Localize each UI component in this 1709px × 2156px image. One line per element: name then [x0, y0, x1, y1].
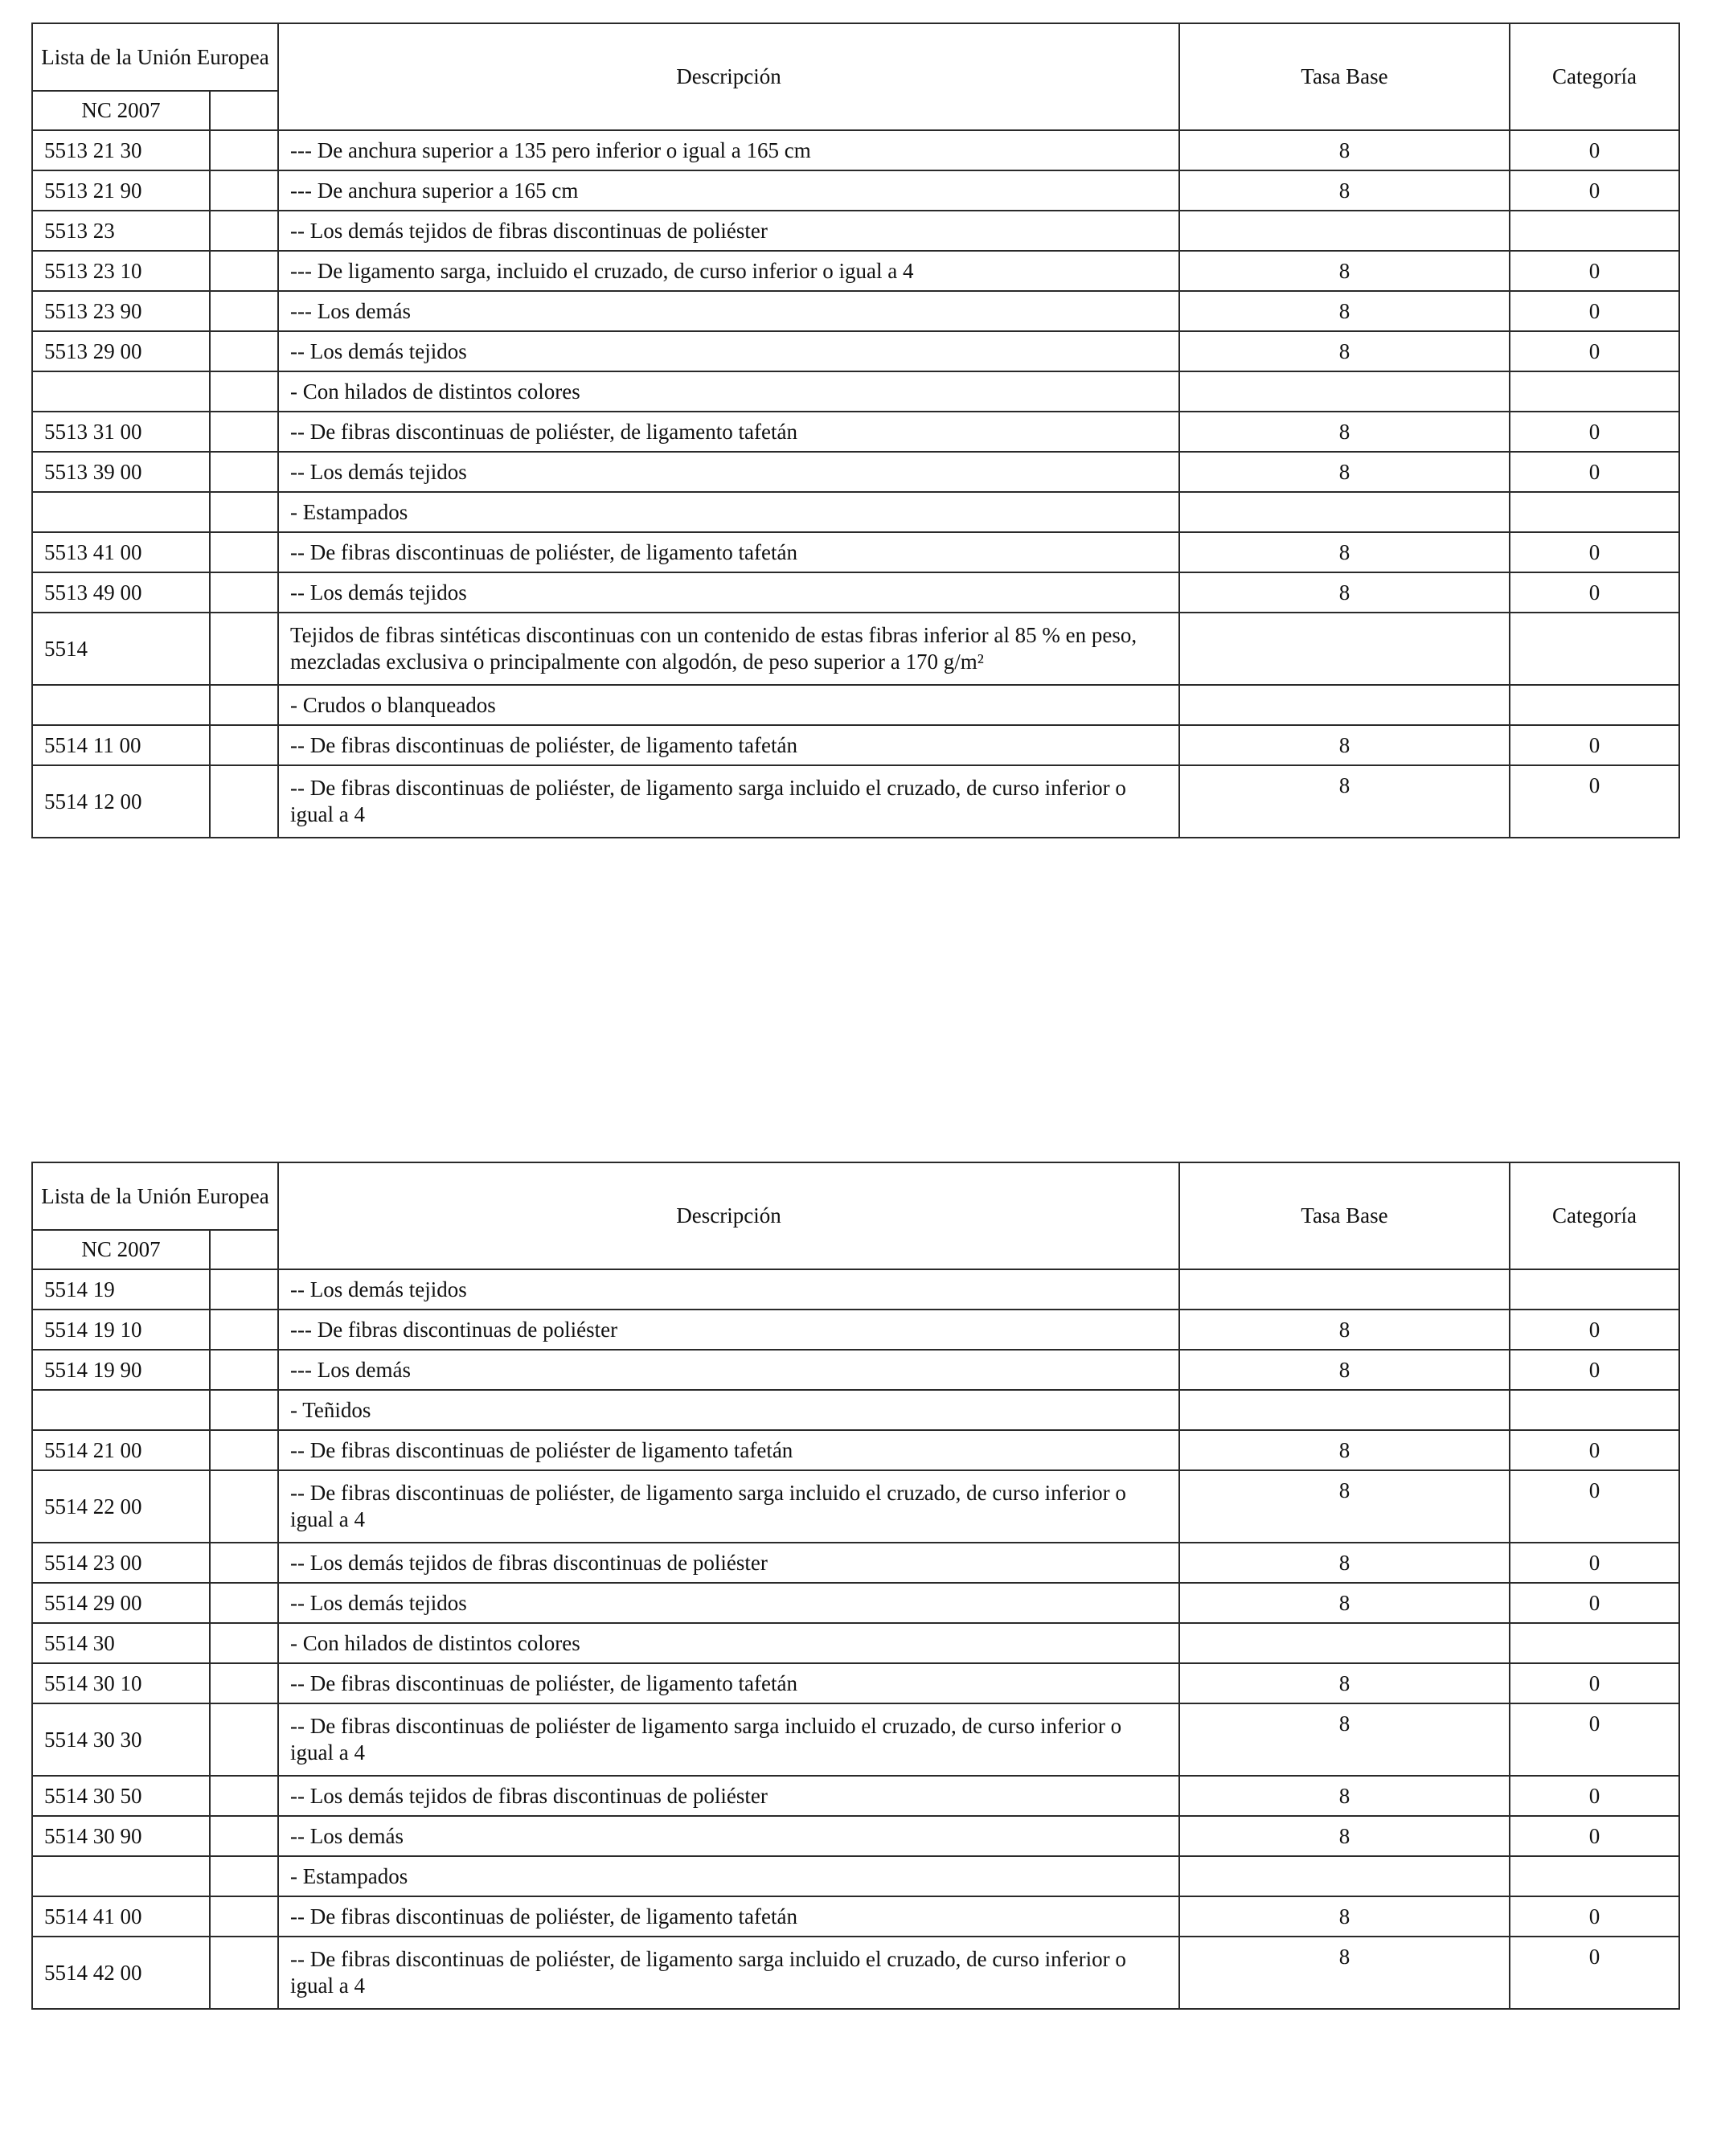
code-cell: 5514 42 00 — [32, 1937, 210, 2009]
category-cell: 0 — [1510, 452, 1679, 492]
header-nc: NC 2007 — [32, 91, 210, 130]
blank-cell — [210, 211, 278, 251]
code-cell: 5514 30 90 — [32, 1816, 210, 1856]
blank-cell — [210, 251, 278, 291]
blank-cell — [210, 291, 278, 331]
table-row — [32, 1543, 1679, 1583]
category-cell: 0 — [1510, 251, 1679, 291]
description-cell: -- Los demás — [278, 1816, 1179, 1856]
base-rate-cell: 8 — [1179, 572, 1510, 613]
blank-cell — [210, 685, 278, 725]
table-body — [32, 130, 1679, 838]
code-cell — [32, 1856, 210, 1896]
blank-cell — [210, 1583, 278, 1623]
table-row — [32, 1663, 1679, 1703]
category-cell — [1510, 211, 1679, 251]
description-cell: - Estampados — [278, 1856, 1179, 1896]
blank-cell — [210, 170, 278, 211]
blank-cell — [210, 1470, 278, 1543]
code-cell — [32, 492, 210, 532]
base-rate-cell — [1179, 371, 1510, 412]
table-row — [32, 532, 1679, 572]
blank-cell — [210, 1390, 278, 1430]
code-cell: 5514 11 00 — [32, 725, 210, 765]
header-category: Categoría — [1510, 1162, 1679, 1269]
description-cell: -- De fibras discontinuas de poliéster de ligamento tafetán — [278, 1430, 1179, 1470]
description-cell: -- De fibras discontinuas de poliéster, de ligamento tafetán — [278, 412, 1179, 452]
category-cell — [1510, 492, 1679, 532]
base-rate-cell: 8 — [1179, 725, 1510, 765]
category-cell: 0 — [1510, 130, 1679, 170]
description-cell: -- De fibras discontinuas de poliéster, de ligamento sarga incluido el cruzado, de curso inferior o igual a 4 — [278, 1470, 1179, 1543]
base-rate-cell — [1179, 1390, 1510, 1430]
category-cell: 0 — [1510, 170, 1679, 211]
table-row — [32, 371, 1679, 412]
blank-cell — [210, 1937, 278, 2009]
description-cell: -- De fibras discontinuas de poliéster, de ligamento sarga incluido el cruzado, de curso inferior o igual a 4 — [278, 765, 1179, 838]
base-rate-cell: 8 — [1179, 1663, 1510, 1703]
description-cell: - Con hilados de distintos colores — [278, 371, 1179, 412]
code-cell: 5513 41 00 — [32, 532, 210, 572]
table-row — [32, 412, 1679, 452]
header-nc-blank — [210, 1230, 278, 1269]
code-cell: 5514 22 00 — [32, 1470, 210, 1543]
description-cell: -- Los demás tejidos de fibras discontinuas de poliéster — [278, 211, 1179, 251]
code-cell: 5514 23 00 — [32, 1543, 210, 1583]
header-description: Descripción — [278, 23, 1179, 130]
category-cell: 0 — [1510, 1310, 1679, 1350]
base-rate-cell: 8 — [1179, 130, 1510, 170]
base-rate-cell — [1179, 1269, 1510, 1310]
table-row — [32, 1350, 1679, 1390]
tariff-table — [31, 1162, 1680, 2010]
base-rate-cell: 8 — [1179, 1896, 1510, 1937]
blank-cell — [210, 1856, 278, 1896]
description-cell: -- De fibras discontinuas de poliéster, de ligamento tafetán — [278, 1896, 1179, 1937]
code-cell: 5514 29 00 — [32, 1583, 210, 1623]
description-cell: -- Los demás tejidos de fibras discontinuas de poliéster — [278, 1543, 1179, 1583]
blank-cell — [210, 613, 278, 685]
table-row — [32, 1430, 1679, 1470]
description-cell: -- Los demás tejidos — [278, 1269, 1179, 1310]
code-cell — [32, 371, 210, 412]
category-cell — [1510, 1623, 1679, 1663]
category-cell: 0 — [1510, 1350, 1679, 1390]
table-row — [32, 1896, 1679, 1937]
code-cell: 5514 41 00 — [32, 1896, 210, 1937]
table-row — [32, 1776, 1679, 1816]
description-cell: -- De fibras discontinuas de poliéster, de ligamento tafetán — [278, 1663, 1179, 1703]
description-cell: -- De fibras discontinuas de poliéster, de ligamento sarga incluido el cruzado, de curso inferior o igual a 4 — [278, 1937, 1179, 2009]
category-cell: 0 — [1510, 1703, 1679, 1776]
code-cell: 5513 23 90 — [32, 291, 210, 331]
code-cell: 5514 30 50 — [32, 1776, 210, 1816]
description-cell: - Teñidos — [278, 1390, 1179, 1430]
tariff-table — [31, 23, 1680, 838]
base-rate-cell: 8 — [1179, 291, 1510, 331]
base-rate-cell: 8 — [1179, 331, 1510, 371]
base-rate-cell — [1179, 211, 1510, 251]
blank-cell — [210, 1269, 278, 1310]
table-row — [32, 1623, 1679, 1663]
code-cell: 5514 21 00 — [32, 1430, 210, 1470]
table-body — [32, 1269, 1679, 2009]
blank-cell — [210, 1776, 278, 1816]
category-cell: 0 — [1510, 725, 1679, 765]
description-cell: -- De fibras discontinuas de poliéster, de ligamento tafetán — [278, 725, 1179, 765]
header-nc-blank — [210, 91, 278, 130]
description-cell: --- Los demás — [278, 291, 1179, 331]
description-cell: -- De fibras discontinuas de poliéster de ligamento sarga incluido el cruzado, de curso inferior o igual a 4 — [278, 1703, 1179, 1776]
table-row — [32, 291, 1679, 331]
table-row — [32, 130, 1679, 170]
category-cell — [1510, 1856, 1679, 1896]
header-base-rate: Tasa Base — [1179, 1162, 1510, 1269]
code-cell: 5513 29 00 — [32, 331, 210, 371]
category-cell — [1510, 613, 1679, 685]
code-cell: 5513 49 00 — [32, 572, 210, 613]
category-cell: 0 — [1510, 1816, 1679, 1856]
blank-cell — [210, 130, 278, 170]
table-row — [32, 685, 1679, 725]
code-cell — [32, 1390, 210, 1430]
table-row — [32, 492, 1679, 532]
blank-cell — [210, 1816, 278, 1856]
code-cell: 5513 21 90 — [32, 170, 210, 211]
table-row — [32, 1470, 1679, 1543]
base-rate-cell: 8 — [1179, 170, 1510, 211]
category-cell: 0 — [1510, 1430, 1679, 1470]
code-cell: 5513 23 — [32, 211, 210, 251]
category-cell: 0 — [1510, 532, 1679, 572]
table-row — [32, 1937, 1679, 2009]
category-cell: 0 — [1510, 412, 1679, 452]
base-rate-cell: 8 — [1179, 532, 1510, 572]
base-rate-cell: 8 — [1179, 1703, 1510, 1776]
table-row — [32, 1390, 1679, 1430]
code-cell: 5513 39 00 — [32, 452, 210, 492]
code-cell: 5513 21 30 — [32, 130, 210, 170]
category-cell: 0 — [1510, 1776, 1679, 1816]
base-rate-cell — [1179, 1856, 1510, 1896]
table-row — [32, 1816, 1679, 1856]
base-rate-cell: 8 — [1179, 1470, 1510, 1543]
base-rate-cell — [1179, 613, 1510, 685]
blank-cell — [210, 1663, 278, 1703]
base-rate-cell: 8 — [1179, 412, 1510, 452]
base-rate-cell: 8 — [1179, 1350, 1510, 1390]
table-row — [32, 1269, 1679, 1310]
category-cell: 0 — [1510, 1937, 1679, 2009]
base-rate-cell: 8 — [1179, 765, 1510, 838]
table-row — [32, 1856, 1679, 1896]
base-rate-cell — [1179, 685, 1510, 725]
category-cell: 0 — [1510, 1470, 1679, 1543]
table-row — [32, 331, 1679, 371]
description-cell: -- Los demás tejidos — [278, 331, 1179, 371]
category-cell: 0 — [1510, 1663, 1679, 1703]
table-row — [32, 251, 1679, 291]
blank-cell — [210, 371, 278, 412]
table-row — [32, 211, 1679, 251]
table-row — [32, 725, 1679, 765]
header-list: Lista de la Unión Europea — [32, 23, 278, 91]
base-rate-cell: 8 — [1179, 452, 1510, 492]
blank-cell — [210, 572, 278, 613]
blank-cell — [210, 1623, 278, 1663]
base-rate-cell — [1179, 492, 1510, 532]
table-row — [32, 170, 1679, 211]
code-cell: 5513 31 00 — [32, 412, 210, 452]
category-cell — [1510, 371, 1679, 412]
blank-cell — [210, 532, 278, 572]
base-rate-cell: 8 — [1179, 1816, 1510, 1856]
blank-cell — [210, 765, 278, 838]
blank-cell — [210, 1350, 278, 1390]
table-row — [32, 1310, 1679, 1350]
code-cell: 5514 — [32, 613, 210, 685]
header-nc: NC 2007 — [32, 1230, 210, 1269]
category-cell: 0 — [1510, 291, 1679, 331]
code-cell: 5514 30 30 — [32, 1703, 210, 1776]
category-cell — [1510, 685, 1679, 725]
description-cell: - Con hilados de distintos colores — [278, 1623, 1179, 1663]
description-cell: --- De anchura superior a 135 pero inferior o igual a 165 cm — [278, 130, 1179, 170]
blank-cell — [210, 412, 278, 452]
description-cell: - Crudos o blanqueados — [278, 685, 1179, 725]
code-cell: 5514 19 — [32, 1269, 210, 1310]
code-cell — [32, 685, 210, 725]
blank-cell — [210, 331, 278, 371]
code-cell: 5514 19 10 — [32, 1310, 210, 1350]
blank-cell — [210, 725, 278, 765]
blank-cell — [210, 1896, 278, 1937]
base-rate-cell: 8 — [1179, 1776, 1510, 1816]
blank-cell — [210, 1310, 278, 1350]
description-cell: Tejidos de fibras sintéticas discontinuas con un contenido de estas fibras inferior al 85 % en peso, mezcladas exclusiva o principalmente con algodón, de peso superior a 170 g/m² — [278, 613, 1179, 685]
base-rate-cell: 8 — [1179, 1310, 1510, 1350]
description-cell: - Estampados — [278, 492, 1179, 532]
code-cell: 5514 30 10 — [32, 1663, 210, 1703]
base-rate-cell: 8 — [1179, 1583, 1510, 1623]
blank-cell — [210, 1430, 278, 1470]
blank-cell — [210, 492, 278, 532]
header-category: Categoría — [1510, 23, 1679, 130]
table-row — [32, 1583, 1679, 1623]
category-cell: 0 — [1510, 1543, 1679, 1583]
code-cell: 5514 19 90 — [32, 1350, 210, 1390]
description-cell: --- De anchura superior a 165 cm — [278, 170, 1179, 211]
base-rate-cell: 8 — [1179, 251, 1510, 291]
description-cell: --- De ligamento sarga, incluido el cruzado, de curso inferior o igual a 4 — [278, 251, 1179, 291]
code-cell: 5513 23 10 — [32, 251, 210, 291]
base-rate-cell: 8 — [1179, 1430, 1510, 1470]
base-rate-cell: 8 — [1179, 1543, 1510, 1583]
table-row — [32, 1703, 1679, 1776]
category-cell: 0 — [1510, 572, 1679, 613]
category-cell — [1510, 1269, 1679, 1310]
description-cell: -- Los demás tejidos de fibras discontinuas de poliéster — [278, 1776, 1179, 1816]
category-cell: 0 — [1510, 1583, 1679, 1623]
description-cell: -- Los demás tejidos — [278, 452, 1179, 492]
description-cell: -- Los demás tejidos — [278, 572, 1179, 613]
category-cell: 0 — [1510, 1896, 1679, 1937]
table-row — [32, 613, 1679, 685]
code-cell: 5514 12 00 — [32, 765, 210, 838]
description-cell: --- De fibras discontinuas de poliéster — [278, 1310, 1179, 1350]
blank-cell — [210, 1543, 278, 1583]
description-cell: -- Los demás tejidos — [278, 1583, 1179, 1623]
header-list: Lista de la Unión Europea — [32, 1162, 278, 1230]
header-base-rate: Tasa Base — [1179, 23, 1510, 130]
blank-cell — [210, 1703, 278, 1776]
base-rate-cell — [1179, 1623, 1510, 1663]
description-cell: -- De fibras discontinuas de poliéster, de ligamento tafetán — [278, 532, 1179, 572]
code-cell: 5514 30 — [32, 1623, 210, 1663]
table-row — [32, 572, 1679, 613]
blank-cell — [210, 452, 278, 492]
description-cell: --- Los demás — [278, 1350, 1179, 1390]
table-row — [32, 452, 1679, 492]
category-cell: 0 — [1510, 765, 1679, 838]
table-row — [32, 765, 1679, 838]
category-cell: 0 — [1510, 331, 1679, 371]
category-cell — [1510, 1390, 1679, 1430]
base-rate-cell: 8 — [1179, 1937, 1510, 2009]
header-description: Descripción — [278, 1162, 1179, 1269]
